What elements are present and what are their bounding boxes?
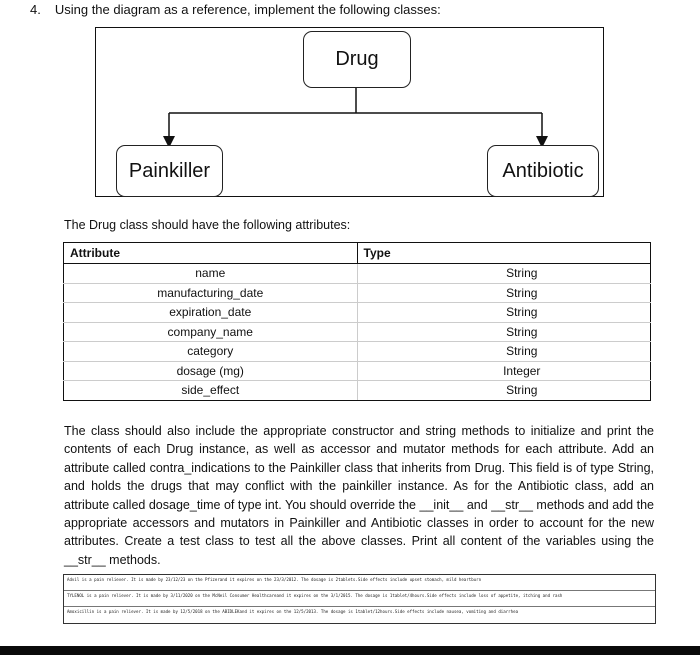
attributes-table <box>63 242 651 401</box>
bottom-edge-bar <box>0 646 700 655</box>
type-column-header: Type <box>357 243 651 264</box>
attribute-cell: manufacturing_date <box>64 283 358 303</box>
type-cell: String <box>357 303 651 323</box>
attribute-cell: dosage (mg) <box>64 361 358 381</box>
attribute-cell: company_name <box>64 322 358 342</box>
sample-output-line: Amoxicillin is a pain reliever. It is made by 12/5/2018 on the ABIDLEKand it expires on the 12/5/2013. The dosage is 1tablet/12hours.Side effects include nausea, vomiting and diarrhea <box>67 609 519 614</box>
type-cell: String <box>357 264 651 284</box>
table-row <box>64 381 651 401</box>
table-header-row <box>64 243 651 264</box>
type-cell: String <box>357 283 651 303</box>
type-cell: Integer <box>357 361 651 381</box>
attribute-column-header: Attribute <box>64 243 358 264</box>
table-row <box>64 342 651 362</box>
attribute-cell: side_effect <box>64 381 358 401</box>
question-text: Using the diagram as a reference, implement the following classes: <box>54 2 441 17</box>
antibiotic-class-box: Antibiotic <box>487 145 599 197</box>
table-row <box>64 283 651 303</box>
attribute-cell: category <box>64 342 358 362</box>
table-row <box>64 322 651 342</box>
table-row <box>64 361 651 381</box>
sample-output-line: TYLENOL is a pain reliever. It is made by 3/11/2020 on the McNeil Consumer Healthcareand it expires on the 3/1/2015. The dosage is 1tablet/4hours.Side effects include loss of appetite, itching and rash <box>64 591 655 607</box>
type-cell: String <box>357 322 651 342</box>
sample-output-box <box>63 574 656 624</box>
attributes-caption: The Drug class should have the following attributes: <box>64 218 351 232</box>
instructions-paragraph: The class should also include the appropriate constructor and string methods to initialize and print the contents of each Drug instance, as well as accessor and mutator methods for each attribute. Add an attribute called contra_indications to the Painkiller class that inherits from Drug. This field is of type String, and holds the drugs that may conflict with the painkiller instance. As for the Antibiotic class, add an attribute called dosage_time of type int. You should override the __init__ and __str__ methods and add the appropriate accessors and mutators in Painkiller and Antibiotic classes in order to account for the new attributes. Create a test class to test all the above classes. Print all content of the variables using the __str__ methods. <box>64 424 654 567</box>
drug-class-box: Drug <box>303 31 411 88</box>
table-row <box>64 264 651 284</box>
question-heading <box>30 2 441 17</box>
type-cell: String <box>357 342 651 362</box>
attribute-cell: name <box>64 264 358 284</box>
type-cell: String <box>357 381 651 401</box>
attribute-cell: expiration_date <box>64 303 358 323</box>
sample-output-line: Advil is a pain reliever. It is made by 23/12/23 on the Pfizerand it expires on the 23/3/2012. The dosage is 2tablets.Side effects include upset stomach, mild heartburn <box>64 575 655 591</box>
painkiller-class-box: Painkiller <box>116 145 223 197</box>
question-number: 4. <box>30 2 41 17</box>
table-row <box>64 303 651 323</box>
class-diagram <box>95 27 604 197</box>
